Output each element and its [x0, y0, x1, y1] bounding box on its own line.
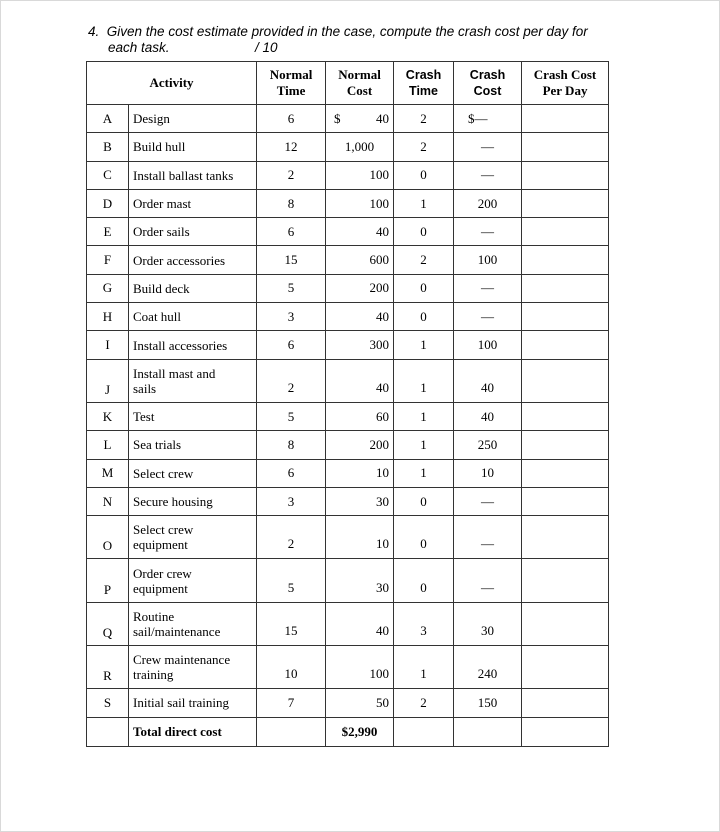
row-crash-time: 0 [394, 516, 454, 559]
row-normal-time: 6 [257, 331, 326, 359]
cost-table [86, 61, 609, 747]
row-activity: Install mast and sails [129, 359, 257, 402]
row-crash-cost-per-day[interactable] [522, 402, 609, 430]
dollar-sign: $ [334, 110, 341, 126]
row-letter: B [87, 133, 129, 161]
row-normal-cost: 10 [326, 459, 394, 487]
question-score: / 10 [255, 40, 278, 55]
row-crash-cost: 240 [454, 646, 522, 689]
table-row [87, 274, 609, 302]
table-row [87, 303, 609, 331]
row-crash-cost: 200 [454, 189, 522, 217]
row-activity: Select crew [129, 459, 257, 487]
row-normal-cost: 40 [326, 359, 394, 402]
row-crash-cost-per-day[interactable] [522, 646, 609, 689]
header-normal-cost: Normal Cost [326, 62, 394, 105]
header-activity: Activity [87, 62, 257, 105]
row-activity: Crew maintenance training [129, 646, 257, 689]
row-normal-cost: 200 [326, 431, 394, 459]
table-row [87, 359, 609, 402]
row-normal-cost: 60 [326, 402, 394, 430]
row-letter: D [87, 189, 129, 217]
row-crash-time: 0 [394, 559, 454, 602]
row-letter: L [87, 431, 129, 459]
row-normal-cost: 40 [326, 218, 394, 246]
row-crash-cost: 100 [454, 331, 522, 359]
row-crash-cost-per-day[interactable] [522, 516, 609, 559]
row-letter: H [87, 303, 129, 331]
row-crash-time: 0 [394, 487, 454, 515]
row-crash-time: 2 [394, 689, 454, 717]
row-crash-time: 1 [394, 431, 454, 459]
row-crash-time: 1 [394, 359, 454, 402]
row-crash-cost: — [454, 274, 522, 302]
row-letter: M [87, 459, 129, 487]
row-letter: K [87, 402, 129, 430]
row-normal-time: 5 [257, 559, 326, 602]
table-row [87, 246, 609, 274]
row-activity: Order mast [129, 189, 257, 217]
row-crash-time: 2 [394, 105, 454, 133]
total-crash-time [394, 717, 454, 746]
row-letter: Q [87, 602, 129, 645]
table-row [87, 331, 609, 359]
header-normal-time: Normal Time [257, 62, 326, 105]
table-row [87, 431, 609, 459]
table-row [87, 133, 609, 161]
row-crash-cost-per-day[interactable] [522, 161, 609, 189]
row-activity: Sea trials [129, 431, 257, 459]
row-normal-cost: 300 [326, 331, 394, 359]
row-normal-cost: 30 [326, 487, 394, 515]
total-label: Total direct cost [129, 717, 257, 746]
row-normal-cost: 100 [326, 646, 394, 689]
row-crash-cost: 150 [454, 689, 522, 717]
table-row [87, 487, 609, 515]
row-crash-cost-per-day[interactable] [522, 133, 609, 161]
row-normal-cost: 50 [326, 689, 394, 717]
header-crash-cost-per-day: Crash Cost Per Day [522, 62, 609, 105]
row-normal-cost: $ 40 [326, 105, 394, 133]
table-row [87, 516, 609, 559]
total-crash-cost-per-day [522, 717, 609, 746]
row-crash-cost: 40 [454, 402, 522, 430]
row-crash-time: 0 [394, 161, 454, 189]
row-crash-cost-per-day[interactable] [522, 559, 609, 602]
table-row [87, 459, 609, 487]
row-normal-cost: 1,000 [326, 133, 394, 161]
header-crash-time: Crash Time [394, 62, 454, 105]
row-activity: Install ballast tanks [129, 161, 257, 189]
question-text-cont: each task. [108, 40, 170, 55]
row-crash-cost: — [454, 218, 522, 246]
row-crash-cost: 40 [454, 359, 522, 402]
row-crash-cost-per-day[interactable] [522, 274, 609, 302]
total-letter-cell [87, 717, 129, 746]
row-crash-time: 0 [394, 274, 454, 302]
question-line-1 [88, 24, 648, 40]
row-letter: G [87, 274, 129, 302]
row-crash-cost: 30 [454, 602, 522, 645]
row-normal-time: 7 [257, 689, 326, 717]
row-normal-time: 5 [257, 402, 326, 430]
row-normal-time: 2 [257, 161, 326, 189]
table-row [87, 189, 609, 217]
row-crash-cost-per-day[interactable] [522, 459, 609, 487]
row-normal-time: 15 [257, 246, 326, 274]
row-crash-cost: — [454, 303, 522, 331]
row-crash-cost-per-day[interactable] [522, 105, 609, 133]
total-value: $2,990 [326, 717, 394, 746]
table-row [87, 402, 609, 430]
row-crash-cost-per-day[interactable] [522, 602, 609, 645]
row-crash-cost-per-day[interactable] [522, 218, 609, 246]
table-row [87, 559, 609, 602]
row-normal-cost: 600 [326, 246, 394, 274]
row-normal-time: 3 [257, 487, 326, 515]
row-normal-cost: 200 [326, 274, 394, 302]
row-crash-time: 0 [394, 218, 454, 246]
row-crash-time: 1 [394, 402, 454, 430]
row-activity: Coat hull [129, 303, 257, 331]
row-letter: J [87, 359, 129, 402]
row-crash-cost: — [454, 161, 522, 189]
row-activity: Test [129, 402, 257, 430]
total-normal-time [257, 717, 326, 746]
question-number: 4. [88, 24, 100, 39]
table-row [87, 105, 609, 133]
row-normal-cost: 40 [326, 602, 394, 645]
row-crash-cost: 10 [454, 459, 522, 487]
row-normal-cost: 100 [326, 161, 394, 189]
row-crash-time: 1 [394, 189, 454, 217]
row-normal-cost: 40 [326, 303, 394, 331]
row-letter: O [87, 516, 129, 559]
row-activity: Secure housing [129, 487, 257, 515]
row-normal-time: 3 [257, 303, 326, 331]
row-crash-cost-per-day[interactable] [522, 359, 609, 402]
row-normal-time: 6 [257, 459, 326, 487]
question-line-2 [88, 40, 648, 56]
row-crash-time: 3 [394, 602, 454, 645]
header-row [87, 62, 609, 105]
header-crash-cost: Crash Cost [454, 62, 522, 105]
row-normal-time: 2 [257, 359, 326, 402]
row-normal-time: 8 [257, 189, 326, 217]
total-crash-cost [454, 717, 522, 746]
question-text: Given the cost estimate provided in the case, compute the crash cost per day for [106, 24, 588, 39]
row-activity: Build deck [129, 274, 257, 302]
row-activity: Order crew equipment [129, 559, 257, 602]
row-crash-cost-per-day[interactable] [522, 303, 609, 331]
row-letter: I [87, 331, 129, 359]
row-normal-cost: 100 [326, 189, 394, 217]
row-letter: C [87, 161, 129, 189]
row-crash-cost-per-day[interactable] [522, 189, 609, 217]
row-crash-cost-per-day[interactable] [522, 487, 609, 515]
row-crash-time: 2 [394, 246, 454, 274]
row-crash-cost: — [454, 133, 522, 161]
row-letter: R [87, 646, 129, 689]
row-letter: A [87, 105, 129, 133]
row-normal-cost: 10 [326, 516, 394, 559]
row-activity: Install accessories [129, 331, 257, 359]
row-normal-time: 5 [257, 274, 326, 302]
table-row [87, 689, 609, 717]
row-crash-cost-per-day[interactable] [522, 689, 609, 717]
row-activity: Order sails [129, 218, 257, 246]
total-row [87, 717, 609, 746]
row-activity: Initial sail training [129, 689, 257, 717]
row-activity: Build hull [129, 133, 257, 161]
row-crash-time: 1 [394, 646, 454, 689]
row-crash-time: 2 [394, 133, 454, 161]
row-crash-cost: 250 [454, 431, 522, 459]
row-crash-time: 1 [394, 459, 454, 487]
row-normal-time: 6 [257, 105, 326, 133]
row-crash-cost-per-day[interactable] [522, 331, 609, 359]
row-crash-cost: — [454, 516, 522, 559]
row-normal-time: 8 [257, 431, 326, 459]
row-letter: F [87, 246, 129, 274]
row-normal-time: 6 [257, 218, 326, 246]
row-activity: Select crew equipment [129, 516, 257, 559]
row-normal-cost: 30 [326, 559, 394, 602]
row-normal-time: 10 [257, 646, 326, 689]
row-normal-time: 2 [257, 516, 326, 559]
row-letter: N [87, 487, 129, 515]
row-crash-time: 1 [394, 331, 454, 359]
table-row [87, 602, 609, 645]
row-normal-time: 15 [257, 602, 326, 645]
row-crash-cost: 100 [454, 246, 522, 274]
row-crash-cost-per-day[interactable] [522, 431, 609, 459]
row-activity: Design [129, 105, 257, 133]
row-crash-time: 0 [394, 303, 454, 331]
row-normal-time: 12 [257, 133, 326, 161]
table-row [87, 646, 609, 689]
row-crash-cost: — [454, 559, 522, 602]
row-crash-cost: $— [454, 105, 522, 133]
row-letter: S [87, 689, 129, 717]
row-letter: E [87, 218, 129, 246]
row-activity: Routine sail/maintenance [129, 602, 257, 645]
row-crash-cost: — [454, 487, 522, 515]
table-row [87, 218, 609, 246]
row-crash-cost-per-day[interactable] [522, 246, 609, 274]
table-row [87, 161, 609, 189]
row-activity: Order accessories [129, 246, 257, 274]
row-letter: P [87, 559, 129, 602]
question [88, 24, 648, 56]
